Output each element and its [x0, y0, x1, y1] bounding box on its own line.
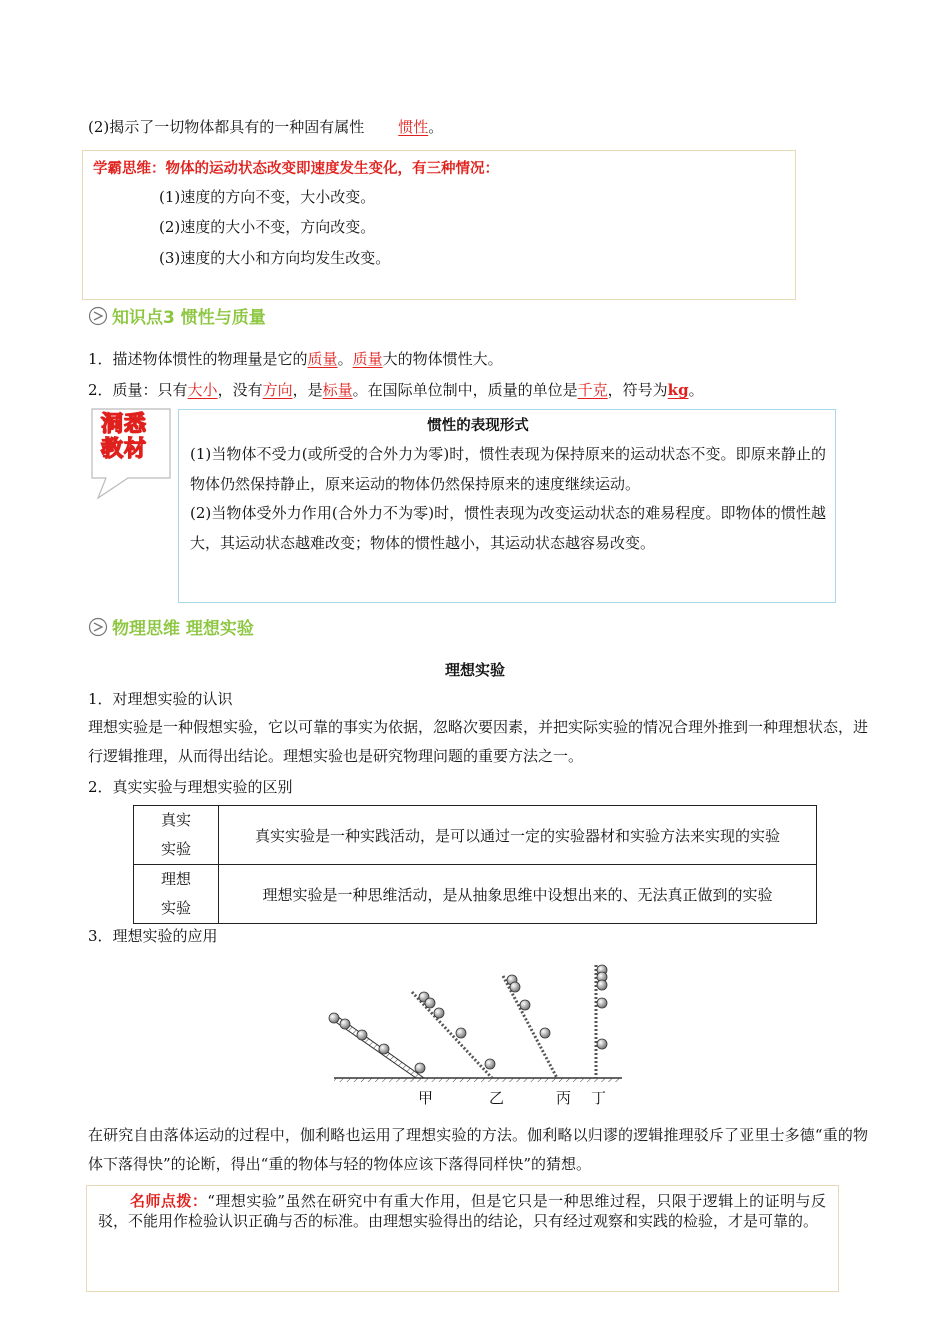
teacher-tip-label: 名师点拨：: [130, 1192, 208, 1210]
kp3-line-2: 2．质量：只有大小，没有方向，是标量。在国际单位制中，质量的单位是千克，符号为kg。: [88, 381, 704, 399]
comparison-table: [133, 805, 817, 924]
section-3-title: 3．理想实验的应用: [88, 927, 218, 945]
inertia-forms-title: 惯性的表现形式: [427, 418, 529, 434]
answer-inertia: 惯性: [398, 118, 429, 136]
ideal-experiment-title: 理想实验: [444, 661, 505, 679]
fig-label: 丁: [591, 1089, 607, 1107]
fig-label: 丙: [556, 1089, 572, 1107]
kp3-line-1: 1．描述物体惯性的物理量是它的质量。质量大的物体惯性大。: [88, 350, 503, 368]
section-1-text: 理想实验是一种假想实验，它以可靠的事实为依据，忽略次要因素，并把实际实验的情况合理外推到一种理想状态，进行逻辑推理，从而得出结论。理想实验也是研究物理问题的重要方法之一。: [88, 718, 869, 765]
prev-statement: (2)揭示了一切物体都具有的一种固有属性 惯性。: [88, 118, 444, 136]
arrow-circle-icon: [88, 617, 108, 637]
inertia-forms-p1: (1)当物体不受力(或所受的合外力为零)时，惯性表现为保持原来的运动状态不变。即原来静止的物体仍然保持静止，原来运动的物体仍然保持原来的速度继续运动。: [190, 445, 826, 493]
galileo-paragraph: 在研究自由落体运动的过程中，伽利略也运用了理想实验的方法。伽利略以归谬的逻辑推理驳斥了亚里士多德“重的物体下落得快”的论断，得出“重的物体与轻的物体应该下落得同样快”的猜想。: [88, 1126, 868, 1173]
table-row: 真实 实验 真实实验是一种实践活动，是可以通过一定的实验器材和实验方法来实现的实验: [134, 806, 817, 865]
fig-label: 甲: [418, 1089, 434, 1107]
table-row: 理想 实验 理想实验是一种思维活动，是从抽象思维中设想出来的、无法真正做到的实验: [134, 865, 817, 924]
physics-heading: 物理思维 理想实验: [88, 614, 254, 639]
inclined-plane-figure: [320, 960, 630, 1110]
kp3-heading: 知识点3 惯性与质量: [88, 303, 266, 328]
inertia-forms-p2: (2)当物体受外力作用(合外力不为零)时，惯性表现为改变运动状态的难易程度。即物体的惯性越大，其运动状态越难改变；物体的惯性越小，其运动状态越容易改变。: [190, 504, 826, 552]
xueba-item: (2)速度的大小不变，方向改变。: [159, 218, 376, 236]
teacher-tip-text: 名师点拨：“理想实验”虽然在研究中有重大作用，但是它只是一种思维过程，只限于逻辑上的证明与反驳，不能用作检验认识正确与否的标准。由理想实验得出的结论，只有经过观察和实践的检验，才是可靠的。: [98, 1192, 826, 1230]
fig-label: 乙: [489, 1089, 505, 1107]
xueba-item: (3)速度的大小和方向均发生改变。: [159, 249, 391, 267]
section-1-title: 1．对理想实验的认识: [88, 690, 233, 708]
dongxi-badge: 洞悉 教材: [88, 406, 174, 502]
arrow-circle-icon: [88, 306, 108, 326]
xueba-title: 学霸思维：物体的运动状态改变即速度发生变化，有三种情况：: [93, 161, 499, 177]
xueba-item: (1)速度的方向不变，大小改变。: [159, 188, 376, 206]
section-2-title: 2．真实实验与理想实验的区别: [88, 778, 293, 796]
